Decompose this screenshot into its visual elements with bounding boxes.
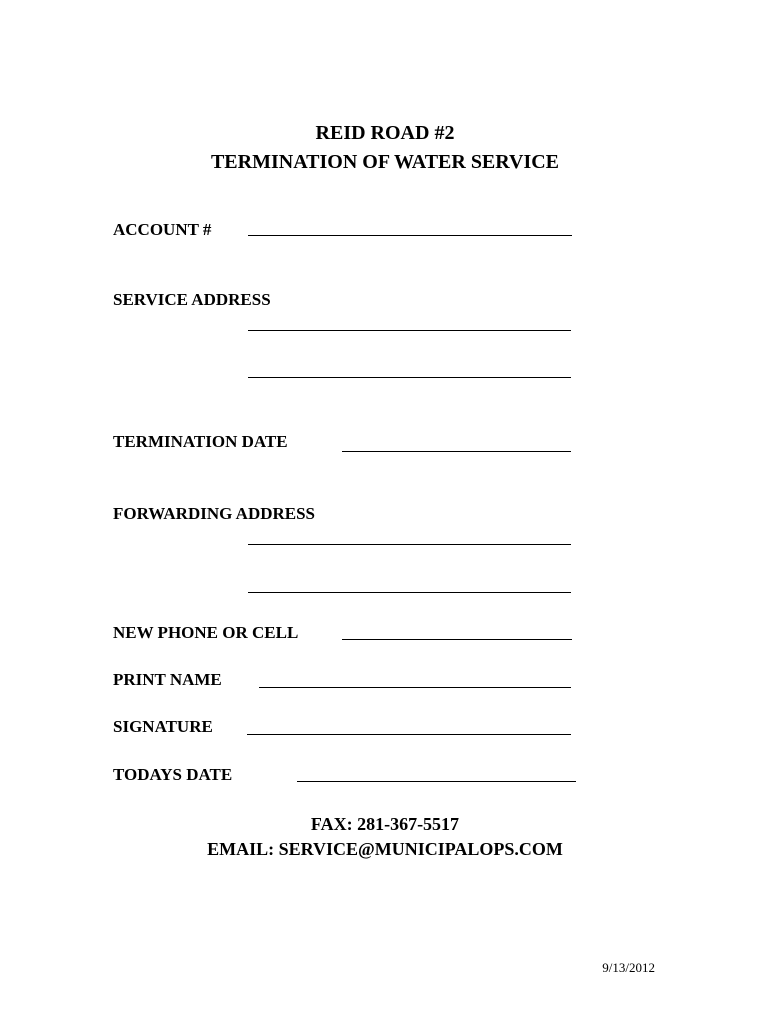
print-name-line[interactable] [259, 687, 571, 688]
email-address: EMAIL: SERVICE@MUNICIPALOPS.COM [207, 839, 563, 859]
signature-label: SIGNATURE [113, 717, 213, 736]
termination-date-line[interactable] [342, 451, 571, 452]
account-label: ACCOUNT # [113, 220, 212, 239]
form-title: REID ROAD #2 [315, 122, 455, 144]
forwarding-address-label: FORWARDING ADDRESS [113, 504, 316, 523]
forwarding-address-line-1[interactable] [248, 544, 571, 545]
service-address-line-2[interactable] [248, 377, 571, 378]
new-phone-label: NEW PHONE OR CELL [113, 623, 299, 642]
signature-line[interactable] [247, 734, 571, 735]
account-field-line[interactable] [248, 235, 572, 236]
termination-date-label: TERMINATION DATE [113, 432, 288, 451]
service-address-line-1[interactable] [248, 330, 571, 331]
print-name-label: PRINT NAME [113, 670, 222, 689]
forwarding-address-line-2[interactable] [248, 592, 571, 593]
form-subtitle: TERMINATION OF WATER SERVICE [210, 151, 560, 173]
todays-date-label: TODAYS DATE [113, 765, 233, 784]
fax-number: FAX: 281-367-5517 [310, 814, 460, 834]
new-phone-line[interactable] [342, 639, 572, 640]
todays-date-line[interactable] [297, 781, 576, 782]
service-address-label: SERVICE ADDRESS [113, 290, 271, 309]
revision-date: 9/13/2012 [602, 960, 655, 975]
